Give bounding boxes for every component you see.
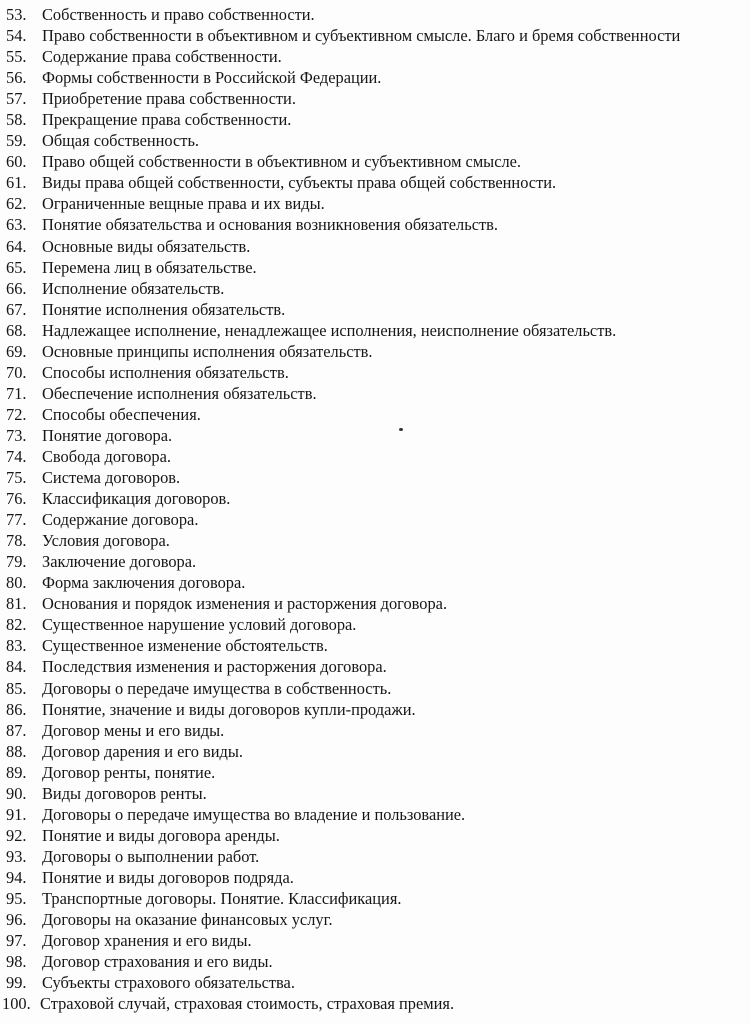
list-item bbox=[0, 214, 750, 235]
list-item bbox=[0, 783, 750, 804]
list-item bbox=[0, 678, 750, 699]
item-number: 78. bbox=[6, 531, 27, 551]
item-text: Виды права общей собственности, субъекты права общей собственности. bbox=[42, 173, 557, 193]
list-item bbox=[0, 972, 750, 993]
item-number: 63. bbox=[6, 215, 27, 235]
item-text: Договор страхования и его виды. bbox=[42, 952, 273, 972]
item-number: 85. bbox=[6, 678, 27, 698]
item-number: 95. bbox=[6, 888, 27, 908]
item-number: 67. bbox=[6, 299, 27, 319]
item-text: Форма заключения договора. bbox=[42, 573, 246, 593]
list-item bbox=[0, 762, 750, 783]
item-text: Договоры на оказание финансовых услуг. bbox=[42, 910, 333, 930]
list-item bbox=[0, 383, 750, 404]
item-text: Понятие и виды договора аренды. bbox=[42, 825, 280, 845]
item-text: Ограниченные вещные права и их виды. bbox=[42, 194, 325, 214]
item-text: Понятие и виды договоров подряда. bbox=[42, 867, 294, 887]
list-item bbox=[0, 509, 750, 530]
list-item bbox=[0, 25, 750, 46]
item-number: 81. bbox=[6, 594, 27, 614]
item-number: 79. bbox=[6, 552, 27, 572]
item-number: 64. bbox=[6, 236, 27, 256]
list-item bbox=[0, 236, 750, 257]
list-item bbox=[0, 446, 750, 467]
list-item bbox=[0, 257, 750, 278]
item-number: 94. bbox=[6, 867, 27, 887]
item-number: 71. bbox=[6, 383, 27, 403]
item-number: 91. bbox=[6, 804, 27, 824]
list-item bbox=[0, 656, 750, 677]
item-number: 93. bbox=[6, 846, 27, 866]
item-number: 99. bbox=[6, 973, 27, 993]
item-text: Надлежащее исполнение, ненадлежащее исполнения, неисполнение обязательств. bbox=[42, 320, 617, 340]
item-text: Приобретение права собственности. bbox=[42, 89, 296, 109]
item-number: 100. bbox=[2, 994, 31, 1014]
item-number: 62. bbox=[6, 194, 27, 214]
item-number: 55. bbox=[6, 47, 27, 67]
list-item bbox=[0, 888, 750, 909]
item-text: Существенное нарушение условий договора. bbox=[42, 615, 357, 635]
list-item bbox=[0, 130, 750, 151]
item-number: 68. bbox=[6, 320, 27, 340]
item-number: 82. bbox=[6, 615, 27, 635]
item-text: Свобода договора. bbox=[42, 446, 171, 466]
item-number: 80. bbox=[6, 573, 27, 593]
item-text: Основания и порядок изменения и расторжения договора. bbox=[42, 594, 448, 614]
list-item bbox=[0, 825, 750, 846]
item-number: 61. bbox=[6, 173, 27, 193]
list-item bbox=[0, 699, 750, 720]
item-number: 98. bbox=[6, 952, 27, 972]
list-item bbox=[0, 846, 750, 867]
item-text: Исполнение обязательств. bbox=[42, 278, 225, 298]
list-item bbox=[0, 4, 750, 25]
item-text: Обеспечение исполнения обязательств. bbox=[42, 383, 317, 403]
list-item bbox=[0, 151, 750, 172]
item-number: 90. bbox=[6, 783, 27, 803]
item-text: Понятие обязательства и основания возникновения обязательств. bbox=[42, 215, 498, 235]
list-item bbox=[0, 530, 750, 551]
list-item bbox=[0, 404, 750, 425]
item-text: Субъекты страхового обязательства. bbox=[42, 973, 295, 993]
list-item bbox=[0, 425, 750, 446]
item-text: Основные принципы исполнения обязательств. bbox=[42, 341, 373, 361]
item-number: 75. bbox=[6, 468, 27, 488]
item-text: Прекращение права собственности. bbox=[42, 110, 292, 130]
question-list bbox=[0, 4, 750, 1014]
list-item bbox=[0, 362, 750, 383]
item-text: Страховой случай, страховая стоимость, страховая премия. bbox=[40, 994, 455, 1014]
scan-speck bbox=[399, 428, 403, 431]
list-item bbox=[0, 951, 750, 972]
item-number: 70. bbox=[6, 362, 27, 382]
list-item bbox=[0, 720, 750, 741]
item-text: Договор хранения и его виды. bbox=[42, 931, 252, 951]
item-text: Способы исполнения обязательств. bbox=[42, 362, 289, 382]
list-item bbox=[0, 299, 750, 320]
item-number: 84. bbox=[6, 657, 27, 677]
item-number: 58. bbox=[6, 110, 27, 130]
list-item bbox=[0, 909, 750, 930]
item-text: Классификация договоров. bbox=[42, 489, 231, 509]
list-item bbox=[0, 551, 750, 572]
item-text: Право общей собственности в объективном и субъективном смысле. bbox=[42, 152, 522, 172]
list-item bbox=[0, 635, 750, 656]
item-text: Содержание договора. bbox=[42, 510, 199, 530]
item-text: Договоры о передаче имущества в собственность. bbox=[42, 678, 392, 698]
item-number: 53. bbox=[6, 5, 27, 24]
item-text: Виды договоров ренты. bbox=[42, 783, 207, 803]
item-number: 73. bbox=[6, 425, 27, 445]
item-text: Заключение договора. bbox=[42, 552, 197, 572]
item-number: 92. bbox=[6, 825, 27, 845]
item-number: 89. bbox=[6, 762, 27, 782]
list-item bbox=[0, 614, 750, 635]
item-number: 59. bbox=[6, 131, 27, 151]
item-number: 97. bbox=[6, 931, 27, 951]
list-item bbox=[0, 741, 750, 762]
item-number: 77. bbox=[6, 510, 27, 530]
item-text: Договоры о выполнении работ. bbox=[42, 846, 260, 866]
item-number: 56. bbox=[6, 68, 27, 88]
item-text: Договор ренты, понятие. bbox=[42, 762, 216, 782]
item-text: Понятие, значение и виды договоров купли-продажи. bbox=[42, 699, 416, 719]
item-text: Условия договора. bbox=[42, 531, 170, 551]
item-number: 54. bbox=[6, 26, 27, 46]
item-number: 87. bbox=[6, 720, 27, 740]
item-text: Договор дарения и его виды. bbox=[42, 741, 243, 761]
list-item bbox=[0, 320, 750, 341]
item-text: Понятие исполнения обязательств. bbox=[42, 299, 286, 319]
list-item bbox=[0, 867, 750, 888]
item-text: Договор мены и его виды. bbox=[42, 720, 225, 740]
list-item bbox=[0, 109, 750, 130]
item-number: 72. bbox=[6, 404, 27, 424]
item-number: 57. bbox=[6, 89, 27, 109]
item-number: 88. bbox=[6, 741, 27, 761]
list-item bbox=[0, 341, 750, 362]
list-item bbox=[0, 278, 750, 299]
list-item bbox=[0, 46, 750, 67]
item-text: Последствия изменения и расторжения договора. bbox=[42, 657, 387, 677]
item-text: Система договоров. bbox=[42, 468, 181, 488]
item-number: 83. bbox=[6, 636, 27, 656]
list-item bbox=[0, 930, 750, 951]
item-text: Собственность и право собственности. bbox=[42, 5, 315, 24]
item-text: Способы обеспечения. bbox=[42, 404, 201, 424]
list-item bbox=[0, 804, 750, 825]
list-item bbox=[0, 488, 750, 509]
item-number: 60. bbox=[6, 152, 27, 172]
item-text: Формы собственности в Российской Федерации. bbox=[42, 68, 382, 88]
item-number: 86. bbox=[6, 699, 27, 719]
item-text: Перемена лиц в обязательстве. bbox=[42, 257, 257, 277]
item-number: 96. bbox=[6, 910, 27, 930]
list-item bbox=[0, 467, 750, 488]
list-item bbox=[0, 88, 750, 109]
item-number: 76. bbox=[6, 489, 27, 509]
item-number: 66. bbox=[6, 278, 27, 298]
item-number: 69. bbox=[6, 341, 27, 361]
list-item bbox=[0, 593, 750, 614]
list-item bbox=[0, 172, 750, 193]
item-text: Существенное изменение обстоятельств. bbox=[42, 636, 328, 656]
item-number: 74. bbox=[6, 446, 27, 466]
item-text: Основные виды обязательств. bbox=[42, 236, 251, 256]
list-item bbox=[0, 193, 750, 214]
list-item bbox=[0, 993, 750, 1014]
item-text: Понятие договора. bbox=[42, 425, 173, 445]
item-text: Общая собственность. bbox=[42, 131, 200, 151]
item-text: Содержание права собственности. bbox=[42, 47, 282, 67]
item-text: Договоры о передаче имущества во владение и пользование. bbox=[42, 804, 466, 824]
item-number: 65. bbox=[6, 257, 27, 277]
list-item bbox=[0, 572, 750, 593]
item-text: Транспортные договоры. Понятие. Классификация. bbox=[42, 888, 402, 908]
list-item bbox=[0, 67, 750, 88]
item-text: Право собственности в объективном и субъективном смысле. Благо и бремя собственности bbox=[42, 26, 681, 46]
